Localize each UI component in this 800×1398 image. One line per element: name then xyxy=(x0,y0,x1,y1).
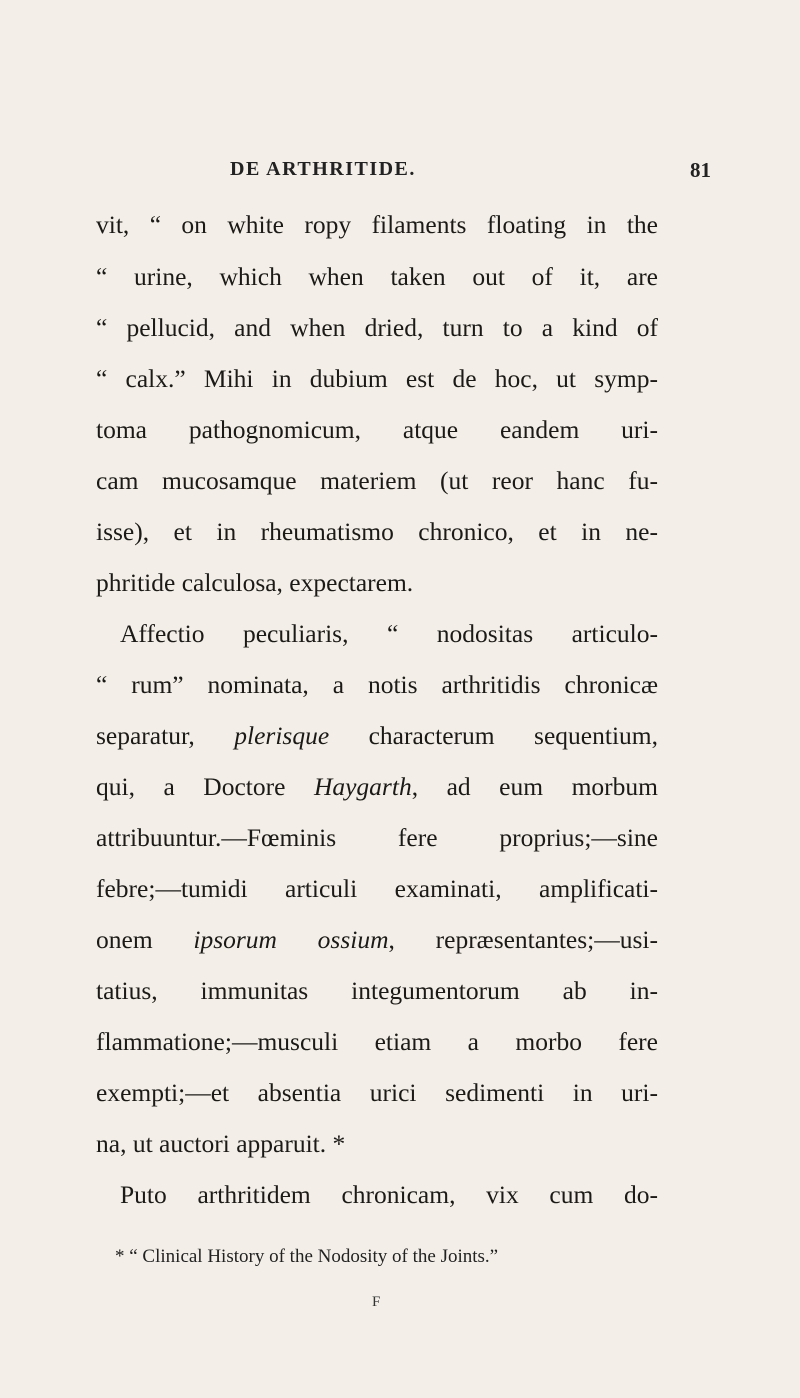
text-line xyxy=(96,923,658,957)
italic-text: plerisque xyxy=(234,721,330,750)
italic-text: ipsorum ossium xyxy=(193,925,389,954)
line-segment: attribuuntur.—Fœminis fere proprius;—sine xyxy=(96,823,658,852)
line-segment: tatius, immunitas integumentorum ab in- xyxy=(96,976,658,1005)
line-segment: , ad eum morbum xyxy=(411,772,658,801)
line-segment: cam mucosamque materiem (ut reor hanc fu- xyxy=(96,466,658,495)
line-segment: qui, a Doctore xyxy=(96,772,314,801)
text-line xyxy=(96,1076,658,1110)
text-line xyxy=(96,974,658,1008)
line-segment: “ rum” nominata, a notis arthritidis chronicæ xyxy=(96,670,658,699)
line-segment: onem xyxy=(96,925,194,954)
text-line xyxy=(120,1178,658,1212)
signature-mark: F xyxy=(372,1294,381,1310)
text-line xyxy=(96,515,658,549)
line-segment: , repræsentantes;—usi- xyxy=(388,925,659,954)
text-line xyxy=(96,464,658,498)
line-segment: separatur, xyxy=(96,721,235,750)
running-title: DE ARTHRITIDE. xyxy=(230,158,416,180)
line-segment: exempti;—et absentia urici sedimenti in uri- xyxy=(96,1078,658,1107)
line-segment: characterum sequentium, xyxy=(329,721,658,750)
text-line xyxy=(120,617,658,651)
line-segment: vit, “ on white ropy filaments floating in the xyxy=(96,210,658,239)
line-segment: “ calx.” Mihi in dubium est de hoc, ut symp- xyxy=(96,364,658,393)
page-number: 81 xyxy=(690,158,711,182)
footnote: * “ Clinical History of the Nodosity of the Joints.” xyxy=(115,1246,499,1267)
line-segment: “ urine, which when taken out of it, are xyxy=(96,262,658,291)
text-line xyxy=(96,668,658,702)
text-line xyxy=(96,821,658,855)
text-line xyxy=(96,719,658,753)
text-line xyxy=(96,208,658,242)
line-segment: Affectio peculiaris, “ nodositas articulo- xyxy=(120,619,658,648)
text-line xyxy=(96,770,658,804)
text-line xyxy=(96,1025,658,1059)
line-segment: Puto arthritidem chronicam, vix cum do- xyxy=(120,1180,658,1209)
text-line xyxy=(96,311,658,345)
line-segment: isse), et in rheumatismo chronico, et in ne- xyxy=(96,517,658,546)
text-line xyxy=(96,872,658,906)
line-segment: na, ut auctori apparuit. * xyxy=(96,1129,346,1158)
line-segment: toma pathognomicum, atque eandem uri- xyxy=(96,415,658,444)
text-line xyxy=(96,566,658,600)
line-segment: febre;—tumidi articuli examinati, amplificati- xyxy=(96,874,658,903)
line-segment: “ pellucid, and when dried, turn to a kind of xyxy=(96,313,658,342)
line-segment: flammatione;—musculi etiam a morbo fere xyxy=(96,1027,658,1056)
line-segment: phritide calculosa, expectarem. xyxy=(96,568,414,597)
text-line xyxy=(96,413,658,447)
page-header xyxy=(0,158,800,188)
text-line xyxy=(96,260,658,294)
italic-text: Haygarth xyxy=(313,772,412,801)
text-line xyxy=(96,362,658,396)
text-line xyxy=(96,1127,658,1161)
